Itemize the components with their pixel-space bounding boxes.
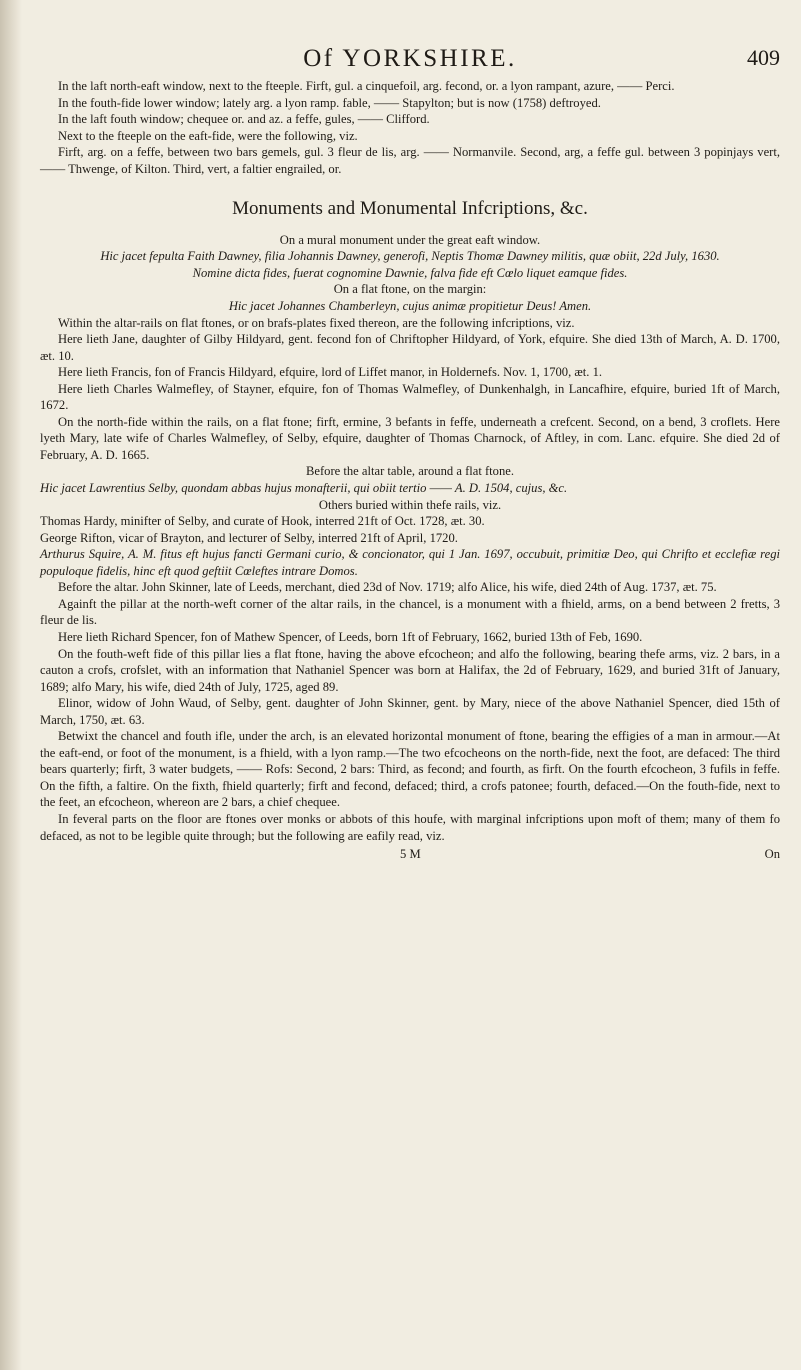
- altar-table-intro: Before the altar table, around a flat ftone.: [305, 464, 515, 479]
- mural-intro: On a mural monument under the great eaft window.: [279, 232, 541, 247]
- others-intro: Others buried within thefe rails, viz.: [318, 497, 502, 512]
- signature-mark: 5 M: [400, 847, 421, 862]
- others-entry-richard-spencer: Here lieth Richard Spencer, fon of Mathew Spencer, of Leeds, born 1ft of February, 1662, buried 13th of Feb, 1690.: [58, 629, 643, 644]
- rails-entry-jane-hildyard: Here lieth Jane, daughter of Gilby Hildyard, gent. fecond fon of Chriftopher Hildyard, of York, efquire. She died 13th of March, A. D. 1700, æt. 10.: [40, 332, 780, 363]
- others-entry-arthurus-squire: Arthurus Squire, A. M. fitus eft hujus fancti Germani curio, & concionator, qui 1 Jan. 1697, occubuit, primitiæ Deo, qui Chrifto et ecclefiæ regi populoque fidelis, hinc eft quod geftiit Cœleftes intrare Domos.: [40, 547, 780, 578]
- others-entry-nathaniel-spencer: On the fouth-weft fide of this pillar lies a flat ftone, having the above efcocheon; and alfo the following, bearing thefe arms, viz. 2 bars, in a cauton a crofs, crofslet, with an information that Nathaniel Spencer was born at Halifax, the 2d of February, 1629, and buried 31ft of January, 1689; alfo Mary, his wife, died 24th of July, 1725, aged 89.: [40, 646, 780, 694]
- rails-intro: Within the altar-rails on flat ftones, or on brafs-plates fixed thereon, are the following infcriptions, viz.: [58, 315, 575, 330]
- others-entry-george-rifton: George Rifton, vicar of Brayton, and lecturer of Selby, interred 21ft of April, 1720.: [40, 530, 458, 545]
- page-footer: [40, 846, 780, 864]
- page-header: [40, 44, 780, 78]
- others-entry-john-skinner: Before the altar. John Skinner, late of Leeds, merchant, died 23d of Nov. 1719; alfo Alice, his wife, died 24th of Aug. 1737, æt. 75.: [58, 580, 717, 595]
- flat-stone-latin-inscription: Hic jacet Johannes Chamberleyn, cujus animæ propitietur Deus! Amen.: [228, 299, 592, 314]
- running-head: Of YORKSHIRE.: [303, 45, 517, 72]
- rails-entry-charles-walmesley: Here lieth Charles Walmefley, of Stayner, efquire, fon of Thomas Walmefley, of Dunkenhalgh, in Lancafhire, efquire, buried 1ft of March, 1672.: [40, 381, 780, 413]
- window-paragraph-3: In the laft fouth window; chequee or. and az. a feffe, gules, —— Clifford.: [58, 112, 430, 127]
- page-number: 409: [747, 45, 780, 70]
- mural-latin-inscription: Hic jacet fepulta Faith Dawney, filia Johannis Dawney, generofi, Neptis Thomæ Dawney militis, quæ obiit, 22d July, 1630. Nomine dicta fides, fuerat cognomine Dawnie, falva fide eft Cœlo liquet eamque fides.: [100, 249, 720, 280]
- others-entry-effigy-monument: Betwixt the chancel and fouth ifle, under the arch, is an elevated horizontal monument of ftone, bearing the effigies of a man in armour.—At the eaft-end, or foot of the monument, is a fhield, with a lyon ramp.—The two efcocheons on the north-fide, next the foot, are defaced: The third bears quarterly; firft, 3 water budgets, —— Rofs: Second, 2 bars: Third, as fecond; and fourth, as firft. On the fourth efcocheon, 3 fufils in feffe. On the fifth, a faltire. On the fixth, fhield quarterly; firft and fecond, defaced; third, a crofs patonee; fourth, defaced.—On the fouth-fide, next to the feet, an efcocheon, whereon are 2 bars, a chief chequee.: [40, 729, 780, 810]
- window-paragraph-4: Next to the fteeple on the eaft-fide, were the following, viz.: [58, 128, 358, 143]
- rails-entry-francis-hildyard: Here lieth Francis, fon of Francis Hildyard, efquire, lord of Liffet manor, in Holdernefs. Nov. 1, 1700, æt. 1.: [58, 365, 603, 380]
- page-gutter-shadow: [0, 0, 22, 1370]
- catchword: On: [764, 847, 780, 862]
- others-entry-elinor-waud: Elinor, widow of John Waud, of Selby, gent. daughter of John Skinner, gent. by Mary, niece of the above Nathaniel Spencer, died 15th of March, 1750, æt. 63.: [40, 696, 780, 727]
- altar-table-latin-inscription: Hic jacet Lawrentius Selby, quondam abbas hujus monafterii, qui obiit tertio —— A. D. 1504, cujus, &c.: [40, 481, 568, 496]
- window-paragraph-5: Firft, arg. on a feffe, between two bars gemels, gul. 3 fleur de lis, arg. —— Normanvile. Second, arg, a feffe gul. between 3 popinjays vert, —— Thwenge, of Kilton. Third, vert, a faltier engrailed, or.: [40, 145, 780, 176]
- rails-entry-mary-walmesley: On the north-fide within the rails, on a flat ftone; firft, ermine, 3 befants in feffe, underneath a crefcent. Second, on a bend, 3 croflets. Here lyeth Mary, late wife of Charles Walmefley, of Selby, efquire, daughter of Thomas Charnock, of Aftley, in com. Lanc. efquire. She died 2d of February, A. D. 1665.: [40, 414, 780, 462]
- section-title: Monuments and Monumental Infcriptions, &c.: [232, 198, 588, 220]
- window-paragraph-2: In the fouth-fide lower window; lately arg. a lyon ramp. fable, —— Stapylton; but is now (1758) deftroyed.: [58, 95, 601, 110]
- others-entry-thomas-hardy: Thomas Hardy, minifter of Selby, and curate of Hook, interred 21ft of Oct. 1728, æt. 30.: [40, 514, 485, 529]
- flat-stone-intro: On a flat ftone, on the margin:: [333, 282, 487, 297]
- others-entry-pillar-monument: Againft the pillar at the north-weft corner of the altar rails, in the chancel, is a monument with a fhield, arms, on a bend between 2 fretts, 3 fleur de lis.: [40, 596, 780, 628]
- book-page: [40, 44, 780, 864]
- others-entry-floor-stones: In feveral parts on the floor are ftones over monks or abbots of this houfe, with marginal infcriptions upon moft of them; many of them fo defaced, as not to be legible quite through; but the following are eafily read, viz.: [40, 811, 780, 843]
- window-paragraph-1: In the laft north-eaft window, next to the fteeple. Firft, gul. a cinquefoil, arg. fecond, or. a lyon rampant, azure, —— Perci.: [58, 79, 675, 93]
